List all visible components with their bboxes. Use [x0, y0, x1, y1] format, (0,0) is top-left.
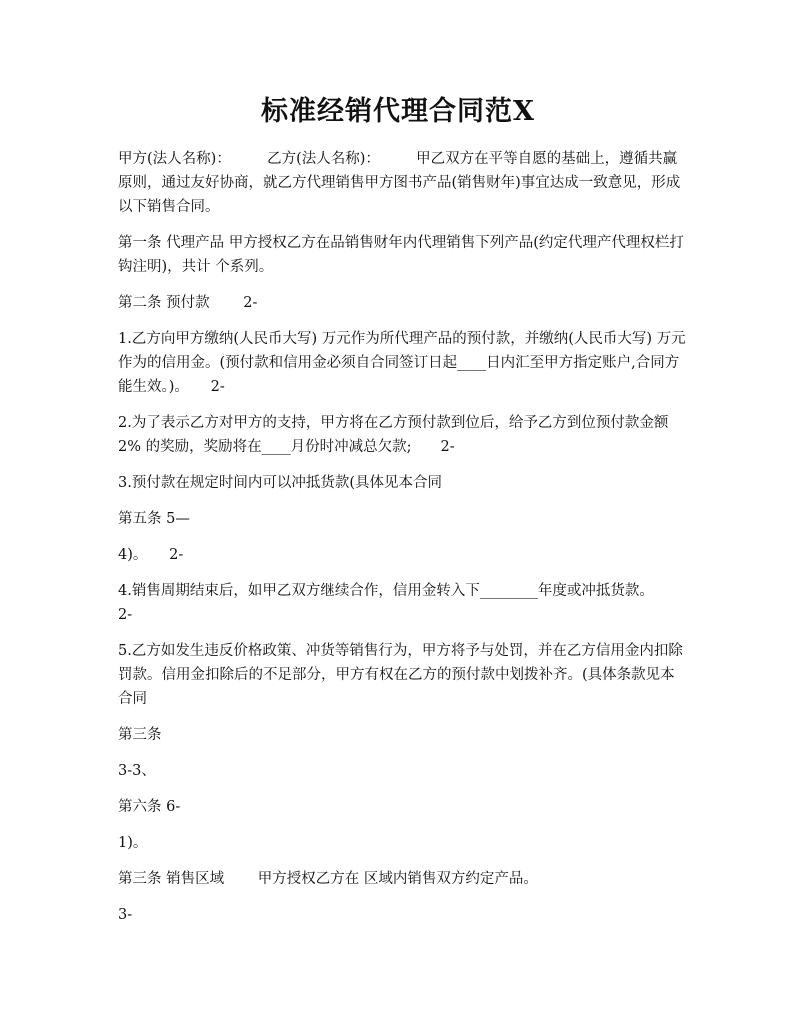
paragraph-article-2-heading: 第二条 预付款 2-: [118, 295, 258, 311]
paragraph-article-3-ref: 第三条: [118, 727, 162, 743]
paragraph-clause-2: 2.为了表示乙方对甲方的支持，甲方将在乙方预付款到位后，给予乙方到位预付款金额 2% 的奖励，奖励将在____月份时冲减总欠款; 2-: [118, 415, 673, 455]
document-body: [118, 147, 686, 939]
paragraph-clause-5: 5.乙方如发生违反价格政策、冲货等销售行为，甲方将予与处罚，并在乙方信用金内扣除罚款。信用金扣除后的不足部分，甲方有权在乙方的预付款中划拨补齐。(具体条款见本合同: [118, 643, 683, 707]
paragraph-clause-4: 4.销售周期结束后，如甲乙双方继续合作，信用金转入下________年度或冲抵货款。 2-: [118, 583, 676, 623]
paragraph-article-1: 第一条 代理产品 甲方授权乙方在品销售财年内代理销售下列产品(约定代理产代理权栏打钩注明)，共计 个系列。: [118, 235, 684, 275]
paragraph-article-3-sales-region: 第三条 销售区域 甲方授权乙方在 区域内销售双方约定产品。: [118, 871, 538, 887]
paragraph-article-5-ref: 第五条 5—: [118, 511, 190, 527]
paragraph-clause-1: 1.乙方向甲方缴纳(人民币大写) 万元作为所代理产品的预付款，并缴纳(人民币大写) 万元作为的信用金。(预付款和信用金必须自合同签订日起____日内汇至甲方指定账户,合同方能生效。)。 2-: [118, 331, 686, 395]
paragraph-parties: 甲方(法人名称)： 乙方(法人名称)： 甲乙双方在平等自愿的基础上，遵循共赢原则，通过友好协商，就乙方代理销售甲方图书产品(销售财年)事宜达成一致意见，形成以下销售合同。: [118, 151, 681, 215]
document-title: 标准经销代理合同范X: [261, 96, 535, 127]
paragraph-page-marker: 3-: [118, 907, 133, 923]
paragraph-clause-3-end: 4)。 2-: [118, 547, 184, 563]
paragraph-clause-3: 3.预付款在规定时间内可以冲抵货款(具体见本合同: [118, 475, 442, 491]
paragraph-ref-close: 1)。: [118, 835, 148, 851]
paragraph-ref-3-3: 3-3、: [118, 763, 156, 779]
paragraph-article-6-ref: 第六条 6-: [118, 799, 181, 815]
